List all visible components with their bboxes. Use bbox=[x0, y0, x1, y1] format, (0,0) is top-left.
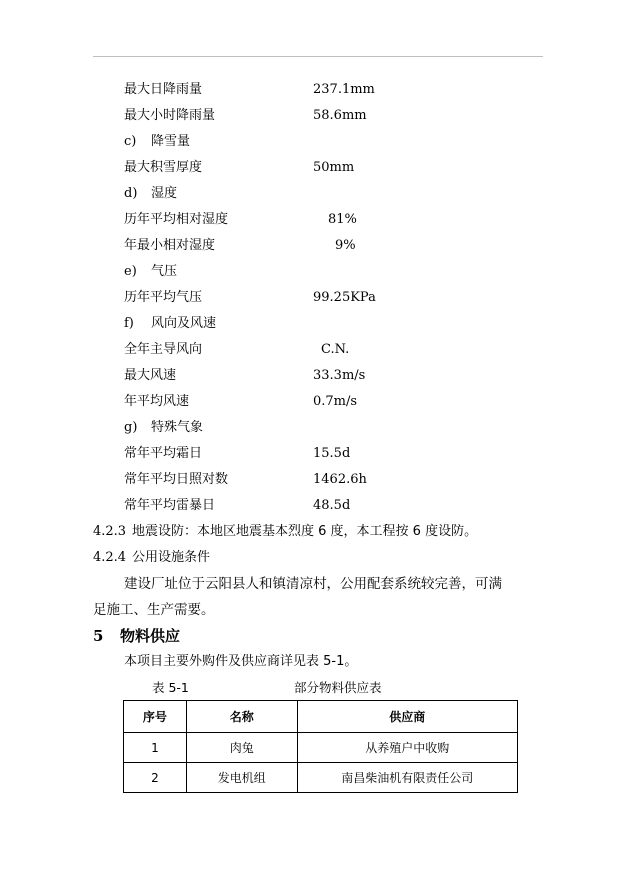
subsection-heading bbox=[124, 416, 203, 440]
subsection-heading bbox=[124, 312, 216, 336]
subsection-title: 气压 bbox=[151, 264, 178, 279]
row-label: 常年平均日照对数 bbox=[124, 472, 229, 487]
row-value: 15.5d bbox=[313, 446, 351, 461]
data-row bbox=[0, 338, 621, 362]
data-row bbox=[0, 364, 621, 388]
data-row bbox=[0, 156, 621, 180]
row-value: C.N. bbox=[321, 342, 350, 357]
subsection-title: 风向及风速 bbox=[151, 316, 217, 331]
row-label: 最大积雪厚度 bbox=[124, 160, 203, 175]
row-label: 年平均风速 bbox=[124, 394, 190, 409]
row-label: 最大小时降雨量 bbox=[124, 108, 216, 123]
subsection-marker: d) bbox=[124, 186, 138, 201]
row-label: 历年平均相对湿度 bbox=[124, 212, 229, 227]
row-value: 48.5d bbox=[313, 498, 351, 513]
subsection-marker: f) bbox=[124, 316, 134, 331]
section-4-2-4 bbox=[93, 546, 210, 570]
row-label: 最大日降雨量 bbox=[124, 82, 203, 97]
section-number: 4.2.4 bbox=[93, 550, 127, 565]
subsection-title: 特殊气象 bbox=[151, 420, 204, 435]
data-row bbox=[0, 78, 621, 102]
data-row bbox=[0, 494, 621, 518]
table-title: 部分物料供应表 bbox=[294, 680, 382, 695]
table-cell: 发电机组 bbox=[186, 763, 297, 793]
subsection-heading bbox=[124, 260, 177, 284]
subsection-heading bbox=[124, 130, 190, 154]
data-row bbox=[0, 104, 621, 128]
data-row bbox=[0, 468, 621, 492]
row-value: 237.1mm bbox=[313, 82, 375, 97]
row-value: 9% bbox=[335, 238, 356, 253]
data-row bbox=[0, 208, 621, 232]
table-cell: 2 bbox=[124, 763, 187, 793]
subsection-title: 湿度 bbox=[151, 186, 178, 201]
subsection-marker: e) bbox=[124, 264, 137, 279]
section-text: 公用设施条件 bbox=[132, 550, 211, 565]
paragraph-line: 建设厂址位于云阳县人和镇清凉村，公用配套系统较完善，可满 bbox=[124, 576, 502, 592]
subsection-title: 降雪量 bbox=[151, 134, 191, 149]
data-row bbox=[0, 442, 621, 466]
table-header-row bbox=[124, 701, 518, 733]
table-cell: 肉兔 bbox=[186, 733, 297, 763]
section-4-2-3 bbox=[93, 520, 477, 544]
section-text: 地震设防：本地区地震基本烈度 6 度，本工程按 6 度设防。 bbox=[132, 524, 478, 539]
table-cell: 1 bbox=[124, 733, 187, 763]
row-label: 年最小相对湿度 bbox=[124, 238, 216, 253]
row-label: 全年主导风向 bbox=[124, 342, 203, 357]
section-intro: 本项目主要外购件及供应商详见表 5-1。 bbox=[124, 654, 358, 669]
header-cell: 序号 bbox=[124, 701, 187, 733]
row-label: 历年平均气压 bbox=[124, 290, 203, 305]
row-value: 99.25KPa bbox=[313, 290, 376, 305]
subsection-marker: g) bbox=[124, 420, 138, 435]
header-cell: 名称 bbox=[186, 701, 297, 733]
section-number: 4.2.3 bbox=[93, 524, 127, 539]
data-row bbox=[0, 286, 621, 310]
row-value: 0.7m/s bbox=[313, 394, 358, 409]
table-cell: 南昌柴油机有限责任公司 bbox=[297, 763, 517, 793]
row-label: 最大风速 bbox=[124, 368, 177, 383]
row-label: 常年平均霜日 bbox=[124, 446, 203, 461]
row-value: 81% bbox=[328, 212, 357, 227]
row-value: 50mm bbox=[313, 160, 355, 175]
row-label: 常年平均雷暴日 bbox=[124, 498, 216, 513]
table-number: 表 5-1 bbox=[152, 680, 189, 695]
table-row bbox=[124, 763, 518, 793]
section-5-heading bbox=[93, 624, 180, 648]
table-row bbox=[124, 733, 518, 763]
header-cell: 供应商 bbox=[297, 701, 517, 733]
header-rule bbox=[93, 56, 543, 57]
data-row bbox=[0, 234, 621, 258]
row-value: 58.6mm bbox=[313, 108, 367, 123]
row-value: 33.3m/s bbox=[313, 368, 366, 383]
paragraph-line: 足施工、生产需要。 bbox=[93, 602, 215, 618]
data-row bbox=[0, 390, 621, 414]
subsection-marker: c) bbox=[124, 134, 137, 149]
subsection-heading bbox=[124, 182, 177, 206]
table-cell: 从养殖户中收购 bbox=[297, 733, 517, 763]
supply-table bbox=[123, 700, 518, 793]
section-title: 物料供应 bbox=[120, 627, 181, 645]
section-number: 5 bbox=[93, 627, 104, 645]
row-value: 1462.6h bbox=[313, 472, 367, 487]
